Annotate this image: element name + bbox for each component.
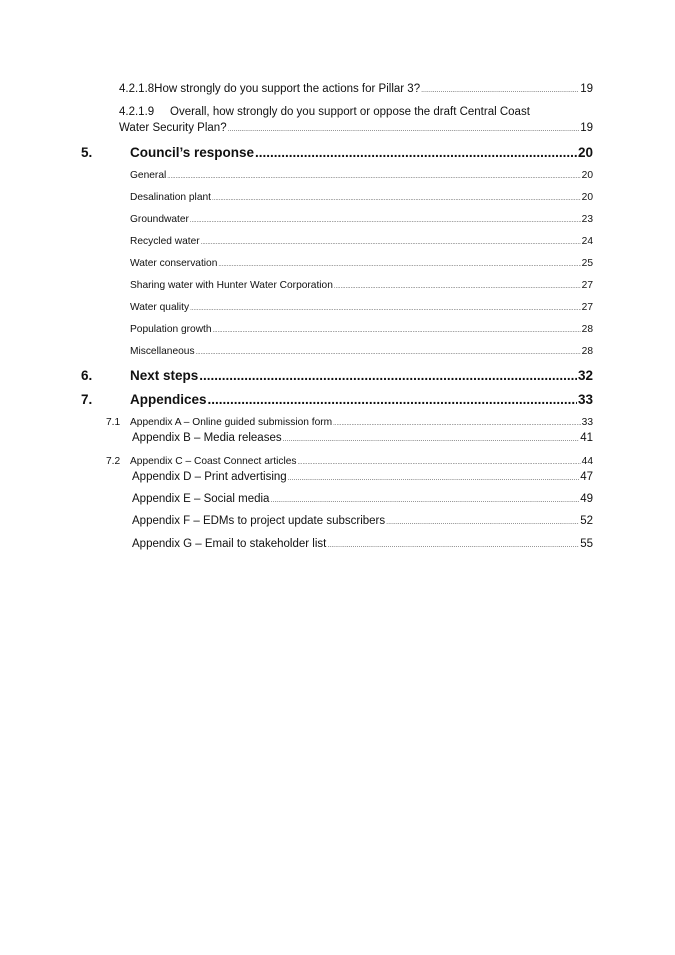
toc-item-page: 20 xyxy=(581,170,593,181)
toc-section-7[interactable] xyxy=(130,392,593,407)
toc-item-title: Appendix C – Coast Connect articles xyxy=(130,456,297,467)
dot-leader xyxy=(255,145,577,160)
toc-item-page: 47 xyxy=(580,471,593,483)
toc-item-title: Appendix A – Online guided submission form xyxy=(130,417,333,428)
toc-entry-title-line2: Water Security Plan? xyxy=(119,122,227,134)
subsection-number-7-1: 7.1 xyxy=(106,417,121,428)
toc-subsection-7-2[interactable] xyxy=(130,456,593,467)
dot-leader xyxy=(196,350,581,356)
toc-section-title: Council’s response xyxy=(130,145,255,160)
dot-leader xyxy=(327,542,579,549)
toc-item-population-growth[interactable] xyxy=(130,324,593,335)
toc-item-page: 41 xyxy=(580,432,593,444)
dot-leader xyxy=(334,284,581,290)
toc-section-page: 33 xyxy=(577,392,593,407)
toc-item-page: 49 xyxy=(580,493,593,505)
toc-item-title: General xyxy=(130,170,167,181)
toc-item-title: Desalination plant xyxy=(130,192,211,203)
toc-item-water-conservation[interactable] xyxy=(130,258,593,269)
toc-entry-number: 4.2.1.9 xyxy=(119,106,155,118)
toc-entry-page: 19 xyxy=(580,83,593,95)
toc-item-page: 52 xyxy=(580,515,593,527)
toc-item-water-quality[interactable] xyxy=(130,302,593,313)
dot-leader xyxy=(228,126,580,133)
dot-leader xyxy=(386,519,579,526)
toc-item-page: 23 xyxy=(581,214,593,225)
toc-item-title: Population growth xyxy=(130,324,212,335)
toc-entry-title-line1: Overall, how strongly do you support or oppose the draft Central Coast xyxy=(170,106,530,118)
toc-subsection-7-1[interactable] xyxy=(130,417,593,428)
toc-item-title: Water conservation xyxy=(130,258,218,269)
toc-appendix-g[interactable] xyxy=(132,538,593,550)
toc-section-title: Appendices xyxy=(130,392,207,407)
dot-leader xyxy=(218,262,580,268)
toc-item-title: Water quality xyxy=(130,302,190,313)
toc-item-page: 28 xyxy=(581,346,593,357)
toc-item-page: 27 xyxy=(581,280,593,291)
section-number-5: 5. xyxy=(81,145,93,160)
dot-leader xyxy=(190,218,581,224)
dot-leader xyxy=(333,421,580,427)
dot-leader xyxy=(201,240,581,246)
toc-item-general[interactable] xyxy=(130,170,593,181)
dot-leader xyxy=(421,87,579,94)
dot-leader xyxy=(270,497,579,504)
toc-section-page: 20 xyxy=(577,145,593,160)
toc-appendix-b[interactable] xyxy=(132,432,593,444)
dot-leader xyxy=(208,392,577,407)
dot-leader xyxy=(297,460,580,466)
toc-appendix-e[interactable] xyxy=(132,493,593,505)
toc-item-title: Appendix E – Social media xyxy=(132,493,270,505)
toc-item-title: Appendix B – Media releases xyxy=(132,432,282,444)
toc-entry-4-2-1-8[interactable] xyxy=(119,83,593,95)
toc-entry-page: 19 xyxy=(580,122,593,134)
toc-item-page: 55 xyxy=(580,538,593,550)
dot-leader xyxy=(199,368,577,383)
dot-leader xyxy=(288,475,580,482)
dot-leader xyxy=(167,174,580,180)
toc-section-title: Next steps xyxy=(130,368,199,383)
toc-item-page: 20 xyxy=(581,192,593,203)
toc-entry-number: 4.2.1.8 xyxy=(119,83,155,95)
section-number-6: 6. xyxy=(81,368,93,383)
toc-section-5[interactable] xyxy=(130,145,593,160)
toc-section-6[interactable] xyxy=(130,368,593,383)
toc-entry-title: How strongly do you support the actions for Pillar 3? xyxy=(154,83,421,95)
toc-item-miscellaneous[interactable] xyxy=(130,346,593,357)
toc-item-sharing-water[interactable] xyxy=(130,280,593,291)
toc-entry-4-2-1-9-line2[interactable] xyxy=(119,122,593,134)
toc-item-page: 25 xyxy=(581,258,593,269)
toc-item-title: Miscellaneous xyxy=(130,346,195,357)
toc-item-groundwater[interactable] xyxy=(130,214,593,225)
toc-item-page: 28 xyxy=(581,324,593,335)
toc-section-page: 32 xyxy=(577,368,593,383)
toc-item-desalination-plant[interactable] xyxy=(130,192,593,203)
toc-item-page: 27 xyxy=(581,302,593,313)
toc-item-page: 33 xyxy=(581,417,593,428)
toc-item-title: Recycled water xyxy=(130,236,200,247)
toc-item-page: 44 xyxy=(581,456,593,467)
toc-item-title: Appendix D – Print advertising xyxy=(132,471,287,483)
toc-item-title: Sharing water with Hunter Water Corporation xyxy=(130,280,333,291)
section-number-7: 7. xyxy=(81,392,93,407)
dot-leader xyxy=(283,436,580,443)
dot-leader xyxy=(212,196,581,202)
toc-item-title: Appendix G – Email to stakeholder list xyxy=(132,538,327,550)
toc-appendix-f[interactable] xyxy=(132,515,593,527)
dot-leader xyxy=(213,328,581,334)
toc-item-page: 24 xyxy=(581,236,593,247)
subsection-number-7-2: 7.2 xyxy=(106,456,121,467)
toc-item-title: Groundwater xyxy=(130,214,189,225)
toc-entry-4-2-1-9-line1[interactable] xyxy=(119,106,530,118)
toc-item-recycled-water[interactable] xyxy=(130,236,593,247)
dot-leader xyxy=(190,306,581,312)
toc-appendix-d[interactable] xyxy=(132,471,593,483)
toc-item-title: Appendix F – EDMs to project update subscribers xyxy=(132,515,386,527)
